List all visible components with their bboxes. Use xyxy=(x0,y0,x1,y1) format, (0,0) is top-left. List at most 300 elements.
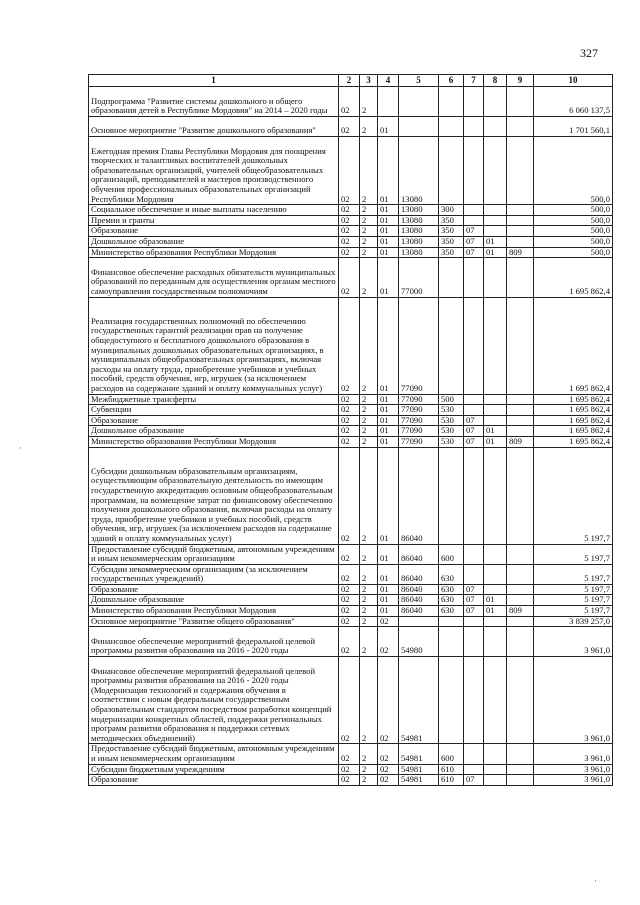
code-pp: 2 xyxy=(360,564,378,584)
code-vr: 530 xyxy=(439,436,464,447)
code-napr xyxy=(399,616,439,627)
code-grbs xyxy=(507,775,534,786)
row-sum: 5 197,7 xyxy=(534,584,613,595)
row-name: Ежегодная премия Главы Республики Мордовия для поощрения творческих и талантливых воспитателей дошкольных образовательных организаций, учителей общеобразовательных организаций, преподавателей и мастеров производственного обучения профессиональных образовательных организаций Республики Мордовия xyxy=(89,136,339,204)
column-header: 10 xyxy=(534,75,613,87)
row-name: Основное мероприятие "Развитие дошкольного образования" xyxy=(89,116,339,136)
row-name: Образование xyxy=(89,415,339,426)
code-napr: 77090 xyxy=(399,426,439,437)
row-sum: 500,0 xyxy=(534,136,613,204)
table-row xyxy=(89,584,613,595)
code-vr xyxy=(439,87,464,117)
table-row xyxy=(89,436,613,447)
budget-table xyxy=(88,74,613,786)
code-pp: 2 xyxy=(360,215,378,226)
code-om: 02 xyxy=(378,616,399,627)
code-pp: 2 xyxy=(360,627,378,657)
code-pp: 2 xyxy=(360,258,378,297)
scan-dot-mark: · xyxy=(594,876,597,886)
code-gp: 02 xyxy=(339,426,360,437)
code-pr xyxy=(484,205,507,216)
code-grbs xyxy=(507,297,534,394)
row-name: Финансовое обеспечение мероприятий федеральной целевой программы развития образования на 2016 - 2020 годы (Модернизация технологий и содержания обучения в соответствии с новым федеральным государственным образовательным стандартом посредством разработки концепций модернизации конкретных областей, поддержки региональных программ развития образования и поддержки сетевых методических объединений) xyxy=(89,657,339,744)
code-vr xyxy=(439,297,464,394)
page-number: 327 xyxy=(580,46,598,60)
code-grbs xyxy=(507,584,534,595)
code-vr: 350 xyxy=(439,215,464,226)
column-header: 1 xyxy=(89,75,339,87)
row-sum: 3 961,0 xyxy=(534,627,613,657)
row-name: Образование xyxy=(89,775,339,786)
row-name: Предоставление субсидий бюджетным, автономным учреждениям и иным некоммерческим организациям xyxy=(89,744,339,764)
code-vr: 350 xyxy=(439,236,464,247)
code-grbs xyxy=(507,205,534,216)
code-grbs xyxy=(507,426,534,437)
code-om: 01 xyxy=(378,447,399,544)
code-napr: 77090 xyxy=(399,415,439,426)
row-name: Основное мероприятие "Развитие общего образования" xyxy=(89,616,339,627)
code-grbs xyxy=(507,87,534,117)
code-pp: 2 xyxy=(360,247,378,258)
table-row xyxy=(89,544,613,564)
code-om: 01 xyxy=(378,226,399,237)
code-om: 01 xyxy=(378,205,399,216)
row-name: Дошкольное образование xyxy=(89,236,339,247)
code-rz xyxy=(464,205,484,216)
row-name: Дошкольное образование xyxy=(89,426,339,437)
code-rz xyxy=(464,564,484,584)
code-rz xyxy=(464,544,484,564)
code-gp: 02 xyxy=(339,205,360,216)
row-sum: 1 695 862,4 xyxy=(534,297,613,394)
code-gp: 02 xyxy=(339,236,360,247)
table-row xyxy=(89,226,613,237)
code-gp: 02 xyxy=(339,136,360,204)
table-row xyxy=(89,447,613,544)
row-sum: 5 197,7 xyxy=(534,606,613,617)
code-vr: 530 xyxy=(439,415,464,426)
code-om xyxy=(378,87,399,117)
code-om: 02 xyxy=(378,627,399,657)
code-pr xyxy=(484,116,507,136)
code-om: 01 xyxy=(378,247,399,258)
row-sum: 1 695 862,4 xyxy=(534,426,613,437)
code-napr: 86040 xyxy=(399,564,439,584)
code-gp: 02 xyxy=(339,627,360,657)
code-gp: 02 xyxy=(339,247,360,258)
code-pr: 01 xyxy=(484,247,507,258)
code-napr: 86040 xyxy=(399,447,439,544)
row-sum: 6 060 137,5 xyxy=(534,87,613,117)
code-pr xyxy=(484,226,507,237)
table-row xyxy=(89,215,613,226)
row-sum: 500,0 xyxy=(534,247,613,258)
row-name: Финансовое обеспечение расходных обязательств муниципальных образований по переданным для осуществления органам местного самоуправления государственным полномочиям xyxy=(89,258,339,297)
code-om: 01 xyxy=(378,606,399,617)
scan-dot-mark: · xyxy=(19,443,22,453)
code-grbs xyxy=(507,627,534,657)
row-sum: 500,0 xyxy=(534,215,613,226)
table-row xyxy=(89,627,613,657)
code-pp: 2 xyxy=(360,405,378,416)
code-pp: 2 xyxy=(360,606,378,617)
code-grbs xyxy=(507,258,534,297)
code-rz xyxy=(464,657,484,744)
code-pp: 2 xyxy=(360,394,378,405)
code-rz xyxy=(464,394,484,405)
code-pp: 2 xyxy=(360,657,378,744)
row-name: Образование xyxy=(89,584,339,595)
code-gp: 02 xyxy=(339,544,360,564)
row-sum: 3 961,0 xyxy=(534,764,613,775)
code-pr xyxy=(484,616,507,627)
code-rz: 07 xyxy=(464,775,484,786)
code-pr: 01 xyxy=(484,236,507,247)
table-row xyxy=(89,775,613,786)
code-napr: 54980 xyxy=(399,627,439,657)
code-napr: 13080 xyxy=(399,236,439,247)
code-napr xyxy=(399,116,439,136)
code-rz xyxy=(464,627,484,657)
table-row xyxy=(89,426,613,437)
code-om: 01 xyxy=(378,426,399,437)
code-vr: 530 xyxy=(439,426,464,437)
code-om: 01 xyxy=(378,564,399,584)
code-napr xyxy=(399,87,439,117)
code-rz xyxy=(464,215,484,226)
code-om: 02 xyxy=(378,657,399,744)
code-napr: 54981 xyxy=(399,775,439,786)
table-row xyxy=(89,606,613,617)
code-pr xyxy=(484,215,507,226)
code-rz: 07 xyxy=(464,595,484,606)
code-om: 01 xyxy=(378,394,399,405)
code-pr xyxy=(484,657,507,744)
code-rz: 07 xyxy=(464,606,484,617)
row-sum: 3 961,0 xyxy=(534,744,613,764)
code-om: 01 xyxy=(378,297,399,394)
code-pr xyxy=(484,415,507,426)
code-pr: 01 xyxy=(484,595,507,606)
table-row xyxy=(89,394,613,405)
code-pp: 2 xyxy=(360,584,378,595)
table-row xyxy=(89,258,613,297)
code-pr: 01 xyxy=(484,426,507,437)
code-grbs xyxy=(507,394,534,405)
row-name: Субсидии бюджетным учреждениям xyxy=(89,764,339,775)
row-sum: 5 197,7 xyxy=(534,544,613,564)
code-vr xyxy=(439,258,464,297)
code-om: 01 xyxy=(378,544,399,564)
code-grbs xyxy=(507,215,534,226)
code-om: 01 xyxy=(378,136,399,204)
table-row xyxy=(89,236,613,247)
code-napr: 77090 xyxy=(399,436,439,447)
code-gp: 02 xyxy=(339,564,360,584)
code-pp: 2 xyxy=(360,595,378,606)
table-row xyxy=(89,247,613,258)
code-napr: 86040 xyxy=(399,544,439,564)
row-name: Дошкольное образование xyxy=(89,595,339,606)
row-sum: 1 695 862,4 xyxy=(534,415,613,426)
row-sum: 5 197,7 xyxy=(534,595,613,606)
table-row xyxy=(89,205,613,216)
code-gp: 02 xyxy=(339,215,360,226)
code-pp: 2 xyxy=(360,415,378,426)
table-row xyxy=(89,616,613,627)
code-pp: 2 xyxy=(360,775,378,786)
code-gp: 02 xyxy=(339,258,360,297)
code-napr: 13080 xyxy=(399,215,439,226)
code-rz: 07 xyxy=(464,247,484,258)
code-grbs xyxy=(507,236,534,247)
code-gp: 02 xyxy=(339,775,360,786)
code-gp: 02 xyxy=(339,297,360,394)
code-grbs xyxy=(507,136,534,204)
code-pr xyxy=(484,584,507,595)
code-napr: 13080 xyxy=(399,136,439,204)
table-row xyxy=(89,297,613,394)
table-row xyxy=(89,657,613,744)
code-pp: 2 xyxy=(360,87,378,117)
row-sum: 500,0 xyxy=(534,236,613,247)
code-grbs xyxy=(507,116,534,136)
row-sum: 3 839 257,0 xyxy=(534,616,613,627)
row-name: Субсидии дошкольным образовательным организациям, осуществляющим образовательную деятельность по имеющим государственную аккредитацию основным общеобразовательным программам, на возмещение затрат по финансовому обеспечению получения дошкольного образования, включая расходы на оплату труда, приобретение учебников и учебных пособий, средств обучения, игр, игрушек (за исключением расходов на содержание зданий и оплату коммунальных услуг) xyxy=(89,447,339,544)
table-row xyxy=(89,415,613,426)
row-sum: 1 695 862,4 xyxy=(534,394,613,405)
column-header: 2 xyxy=(339,75,360,87)
code-gp: 02 xyxy=(339,415,360,426)
code-pr xyxy=(484,744,507,764)
code-vr xyxy=(439,616,464,627)
row-sum: 1 695 862,4 xyxy=(534,405,613,416)
code-vr: 500 xyxy=(439,394,464,405)
table-row xyxy=(89,405,613,416)
code-pr: 01 xyxy=(484,436,507,447)
code-grbs xyxy=(507,657,534,744)
header-row xyxy=(89,75,613,87)
code-rz: 07 xyxy=(464,415,484,426)
code-rz xyxy=(464,87,484,117)
code-pr xyxy=(484,447,507,544)
column-header: 4 xyxy=(378,75,399,87)
code-grbs xyxy=(507,544,534,564)
code-om: 01 xyxy=(378,405,399,416)
code-om: 01 xyxy=(378,595,399,606)
code-napr: 54981 xyxy=(399,764,439,775)
code-grbs xyxy=(507,447,534,544)
row-sum: 1 701 560,1 xyxy=(534,116,613,136)
code-gp: 02 xyxy=(339,744,360,764)
code-grbs xyxy=(507,744,534,764)
code-napr: 86040 xyxy=(399,584,439,595)
code-gp: 02 xyxy=(339,606,360,617)
code-vr xyxy=(439,657,464,744)
code-pp: 2 xyxy=(360,116,378,136)
code-gp: 02 xyxy=(339,584,360,595)
code-gp: 02 xyxy=(339,226,360,237)
row-sum: 500,0 xyxy=(534,205,613,216)
code-rz xyxy=(464,116,484,136)
code-rz: 07 xyxy=(464,584,484,595)
code-pp: 2 xyxy=(360,136,378,204)
table-row xyxy=(89,564,613,584)
code-pr xyxy=(484,394,507,405)
table-row xyxy=(89,744,613,764)
code-om: 01 xyxy=(378,415,399,426)
row-name: Субсидии некоммерческим организациям (за исключением государственных учреждений) xyxy=(89,564,339,584)
code-napr: 77090 xyxy=(399,297,439,394)
code-pr xyxy=(484,764,507,775)
column-header: 8 xyxy=(484,75,507,87)
code-om: 01 xyxy=(378,236,399,247)
code-om: 02 xyxy=(378,764,399,775)
code-pp: 2 xyxy=(360,205,378,216)
table-row xyxy=(89,764,613,775)
row-sum: 3 961,0 xyxy=(534,775,613,786)
code-pp: 2 xyxy=(360,544,378,564)
code-vr: 610 xyxy=(439,775,464,786)
code-rz xyxy=(464,744,484,764)
row-name: Подпрограмма "Развитие системы дошкольного и общего образования детей в Республике Мордовия" на 2014 – 2020 годы xyxy=(89,87,339,117)
column-header: 9 xyxy=(507,75,534,87)
row-name: Премии и гранты xyxy=(89,215,339,226)
code-grbs xyxy=(507,764,534,775)
column-header: 7 xyxy=(464,75,484,87)
code-vr: 610 xyxy=(439,764,464,775)
code-vr xyxy=(439,136,464,204)
code-vr: 350 xyxy=(439,226,464,237)
code-gp: 02 xyxy=(339,764,360,775)
code-rz: 07 xyxy=(464,436,484,447)
table-row xyxy=(89,116,613,136)
code-grbs xyxy=(507,415,534,426)
code-rz xyxy=(464,447,484,544)
column-header: 5 xyxy=(399,75,439,87)
row-sum: 5 197,7 xyxy=(534,447,613,544)
code-pr xyxy=(484,136,507,204)
code-rz xyxy=(464,405,484,416)
code-vr: 600 xyxy=(439,544,464,564)
code-pp: 2 xyxy=(360,297,378,394)
code-om: 01 xyxy=(378,436,399,447)
code-pr xyxy=(484,258,507,297)
code-pr xyxy=(484,544,507,564)
code-napr: 77000 xyxy=(399,258,439,297)
row-sum: 500,0 xyxy=(534,226,613,237)
code-pp: 2 xyxy=(360,426,378,437)
code-pr: 01 xyxy=(484,606,507,617)
code-om: 01 xyxy=(378,215,399,226)
table-row xyxy=(89,595,613,606)
code-rz: 07 xyxy=(464,236,484,247)
code-napr: 77090 xyxy=(399,405,439,416)
code-pp: 2 xyxy=(360,447,378,544)
code-grbs xyxy=(507,405,534,416)
code-pr xyxy=(484,627,507,657)
code-om: 01 xyxy=(378,584,399,595)
code-grbs: 809 xyxy=(507,606,534,617)
code-napr: 77090 xyxy=(399,394,439,405)
code-napr: 54981 xyxy=(399,657,439,744)
code-grbs xyxy=(507,616,534,627)
code-napr: 13080 xyxy=(399,205,439,216)
row-name: Социальное обеспечение и иные выплаты населению xyxy=(89,205,339,216)
code-grbs: 809 xyxy=(507,247,534,258)
code-grbs xyxy=(507,595,534,606)
code-vr xyxy=(439,447,464,544)
code-napr: 13080 xyxy=(399,247,439,258)
row-sum: 5 197,7 xyxy=(534,564,613,584)
row-name: Министерство образования Республики Мордовия xyxy=(89,436,339,447)
code-om: 01 xyxy=(378,116,399,136)
code-pp: 2 xyxy=(360,744,378,764)
code-pp: 2 xyxy=(360,436,378,447)
code-om: 02 xyxy=(378,775,399,786)
table-row xyxy=(89,87,613,117)
code-rz: 07 xyxy=(464,226,484,237)
code-vr: 300 xyxy=(439,205,464,216)
code-pr xyxy=(484,405,507,416)
code-grbs xyxy=(507,564,534,584)
code-gp: 02 xyxy=(339,394,360,405)
code-grbs xyxy=(507,226,534,237)
code-vr: 530 xyxy=(439,405,464,416)
code-om: 02 xyxy=(378,744,399,764)
code-gp: 02 xyxy=(339,657,360,744)
code-pr xyxy=(484,297,507,394)
row-name: Реализация государственных полномочий по обеспечению государственных гарантий реализации прав на получение общедоступного и бесплатного дошкольного образования в муниципальных дошкольных образовательных организациях, в муниципальных общеобразовательных организациях, включая расходы на оплату труда, приобретение учебников и учебных пособий, средств обучения, игр, игрушек (за исключением расходов на содержание зданий и оплату коммунальных услуг) xyxy=(89,297,339,394)
code-gp: 02 xyxy=(339,447,360,544)
code-napr: 54981 xyxy=(399,744,439,764)
row-sum: 1 695 862,4 xyxy=(534,258,613,297)
code-gp: 02 xyxy=(339,87,360,117)
code-pp: 2 xyxy=(360,226,378,237)
code-gp: 02 xyxy=(339,595,360,606)
code-rz xyxy=(464,258,484,297)
code-pr xyxy=(484,564,507,584)
code-vr xyxy=(439,627,464,657)
code-vr: 630 xyxy=(439,595,464,606)
code-pp: 2 xyxy=(360,236,378,247)
column-header: 3 xyxy=(360,75,378,87)
code-pr xyxy=(484,87,507,117)
row-name: Субвенции xyxy=(89,405,339,416)
code-gp: 02 xyxy=(339,405,360,416)
code-gp: 02 xyxy=(339,616,360,627)
code-napr: 13080 xyxy=(399,226,439,237)
row-name: Министерство образования Республики Мордовия xyxy=(89,606,339,617)
code-rz xyxy=(464,764,484,775)
row-sum: 3 961,0 xyxy=(534,657,613,744)
code-napr: 86040 xyxy=(399,606,439,617)
code-vr xyxy=(439,116,464,136)
row-name: Финансовое обеспечение мероприятий федеральной целевой программы развития образования на 2016 - 2020 годы xyxy=(89,627,339,657)
code-rz: 07 xyxy=(464,426,484,437)
code-pp: 2 xyxy=(360,616,378,627)
column-header: 6 xyxy=(439,75,464,87)
row-name: Межбюджетные трансферты xyxy=(89,394,339,405)
code-rz xyxy=(464,136,484,204)
code-rz xyxy=(464,616,484,627)
code-vr: 630 xyxy=(439,606,464,617)
code-gp: 02 xyxy=(339,116,360,136)
code-pr xyxy=(484,775,507,786)
code-vr: 630 xyxy=(439,584,464,595)
code-om: 01 xyxy=(378,258,399,297)
code-vr: 350 xyxy=(439,247,464,258)
